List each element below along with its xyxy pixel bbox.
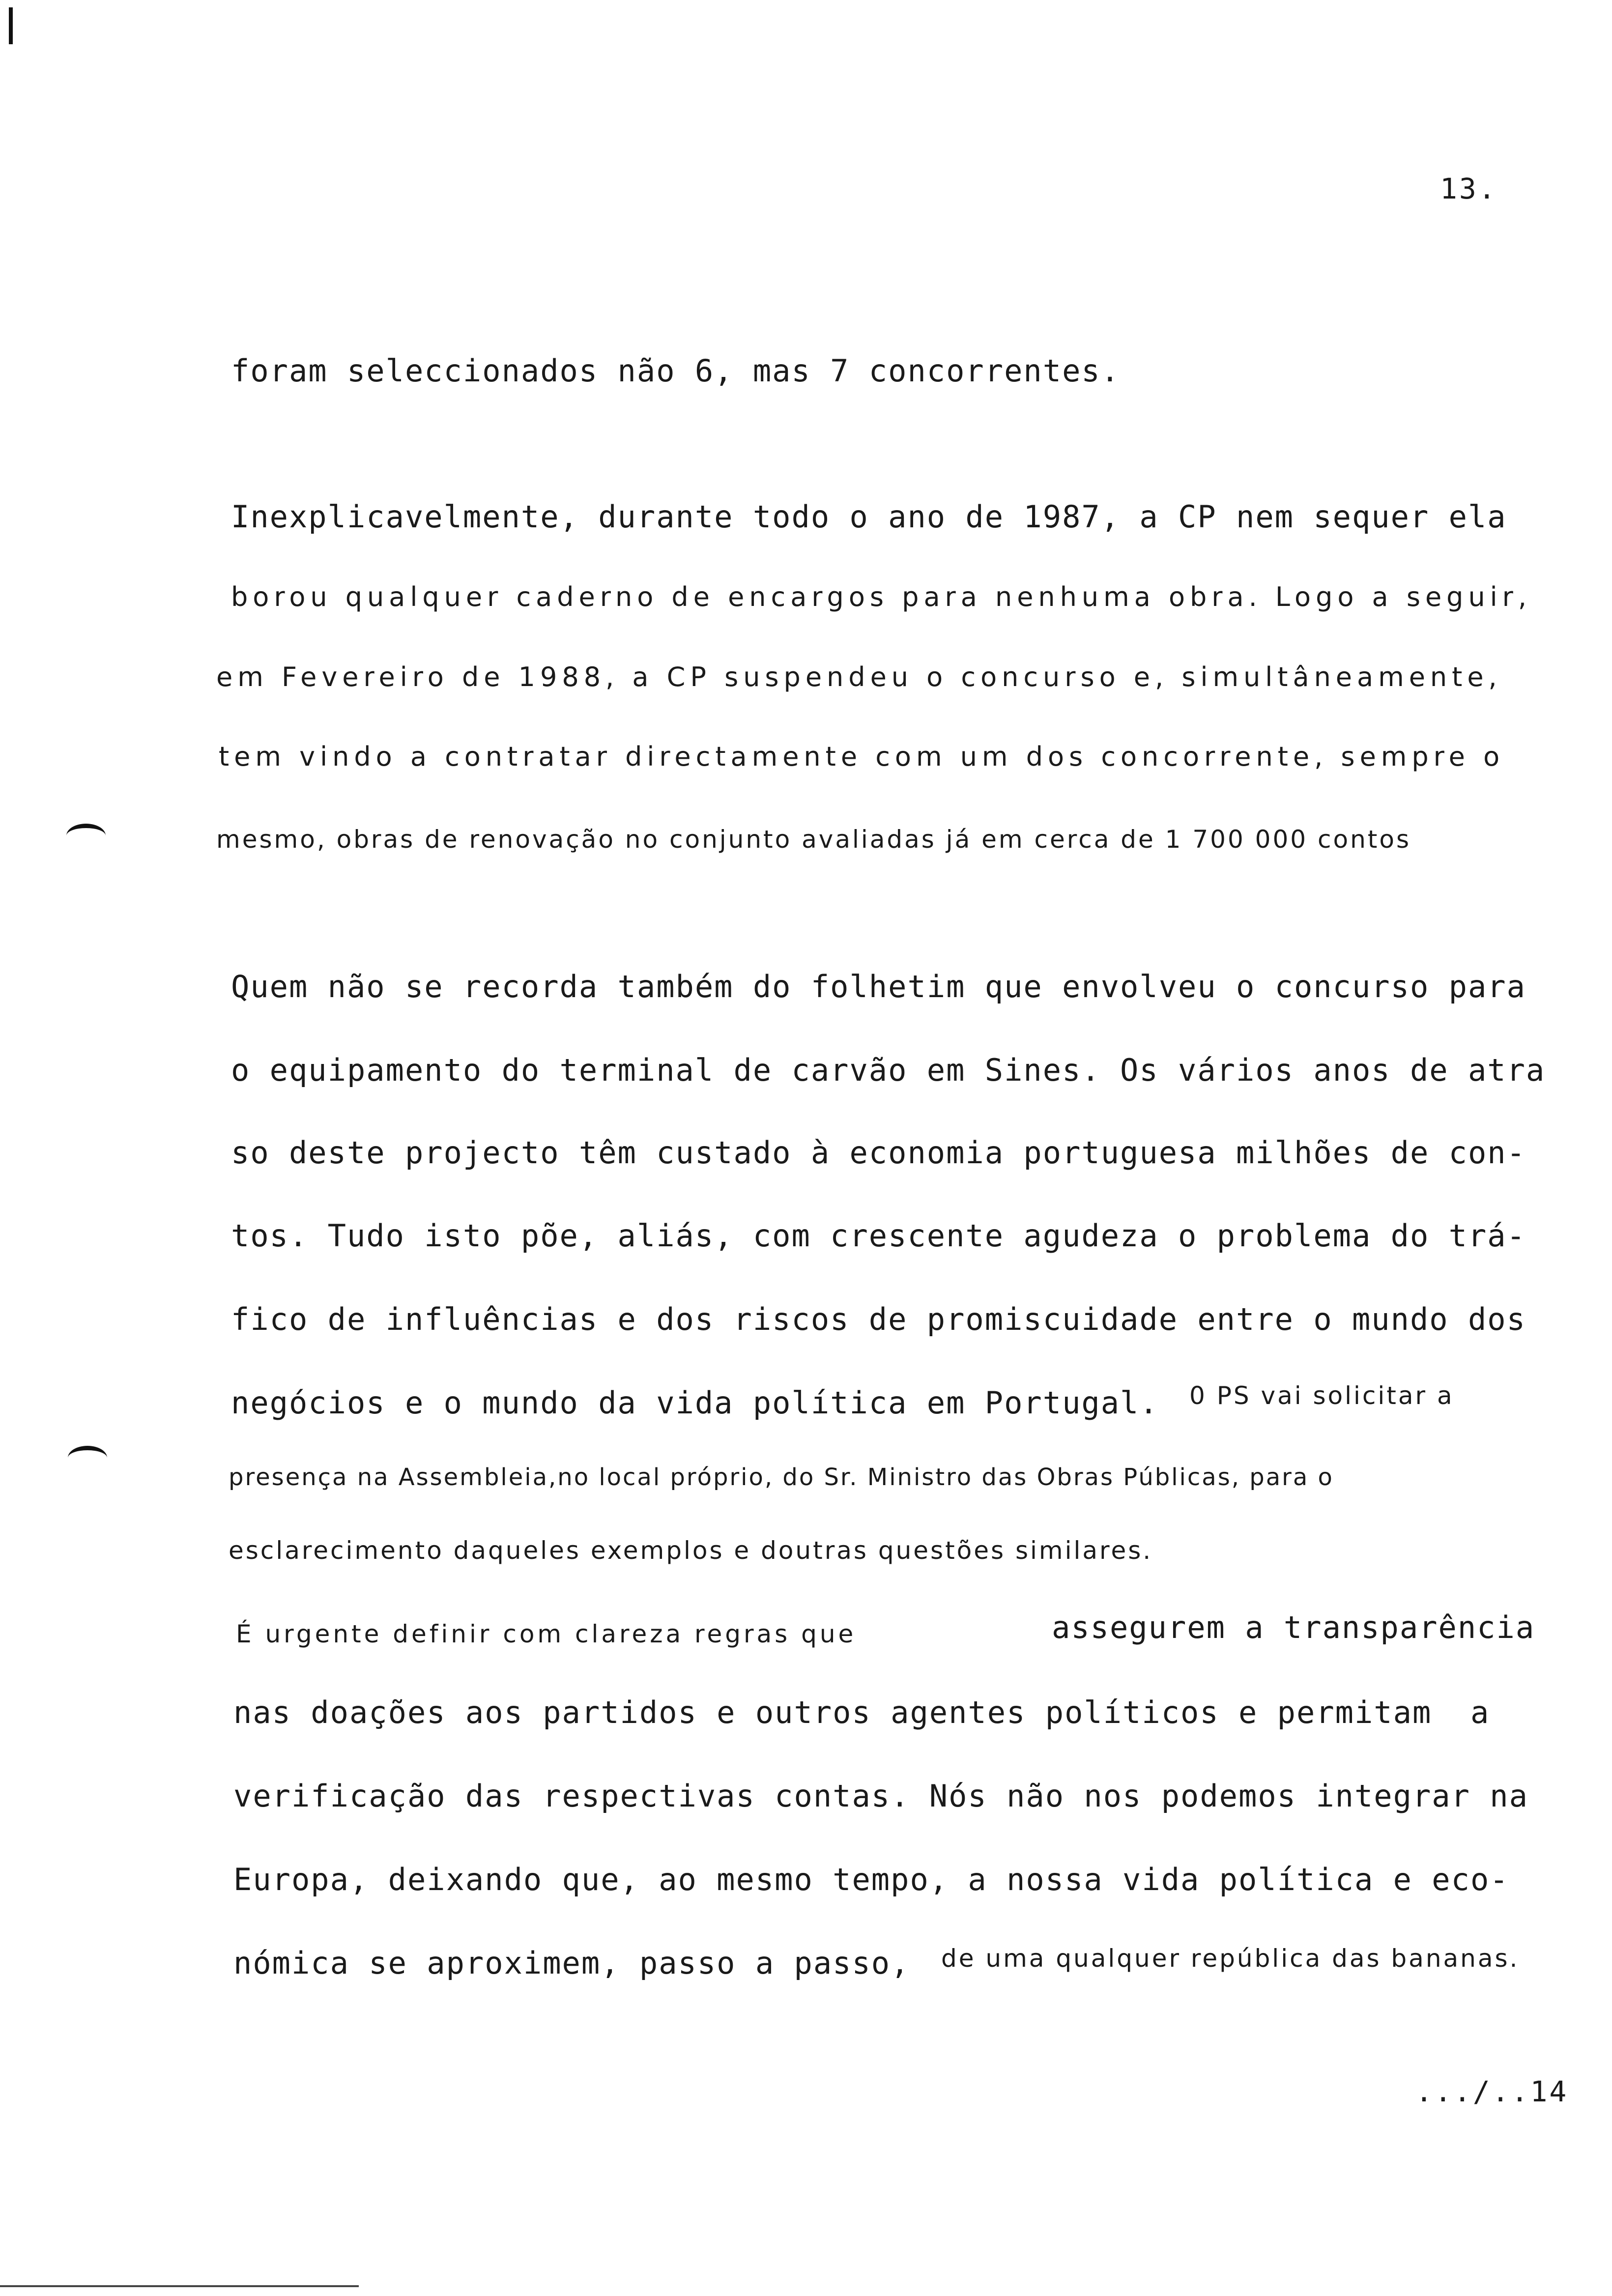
text-line: nómica se aproximem, passo a passo, — [233, 1945, 910, 1981]
margin-hole-mark-1 — [66, 824, 106, 848]
text-line: o equipamento do terminal de carvão em Sines. Os vários anos de atra — [231, 1052, 1546, 1088]
text-line: Quem não se recorda também do folhetim que envolveu o concurso para — [231, 969, 1526, 1004]
text-line: tem vindo a contratar directamente com um dos concorrente, sempre o — [219, 741, 1505, 772]
text-line: fico de influências e dos riscos de promiscuidade entre o mundo dos — [231, 1301, 1526, 1337]
text-line: Europa, deixando que, ao mesmo tempo, a nossa vida política e eco- — [233, 1862, 1509, 1897]
text-line: de uma qualquer república das bananas. — [941, 1944, 1520, 1973]
text-line: em Fevereiro de 1988, a CP suspendeu o concurso e, simultâneamente, — [216, 661, 1502, 692]
text-line: assegurem a transparência — [1052, 1609, 1535, 1645]
scan-mark-top-left — [9, 7, 13, 44]
text-line: verificação das respectivas contas. Nós não nos podemos integrar na — [233, 1778, 1528, 1814]
text-line: borou qualquer caderno de encargos para nenhuma obra. Logo a seguir, — [231, 581, 1532, 612]
text-line: Inexplicavelmente, durante todo o ano de 1987, a CP nem sequer ela — [231, 499, 1507, 535]
page-number: 13. — [1440, 172, 1497, 205]
text-line: mesmo, obras de renovação no conjunto avaliadas já em cerca de 1 700 000 contos — [216, 825, 1411, 854]
text-line: É urgente definir com clareza regras que — [236, 1620, 857, 1648]
text-line: tos. Tudo isto põe, aliás, com crescente agudeza o problema do trá- — [231, 1218, 1526, 1254]
continuation-marker: .../..14 — [1415, 2075, 1569, 2108]
text-line: presença na Assembleia,no local próprio, do Sr. Ministro das Obras Públicas, para o — [229, 1464, 1334, 1491]
text-line: foram seleccionados não 6, mas 7 concorrentes. — [231, 353, 1121, 389]
text-line: so deste projecto têm custado à economia portuguesa milhões de con- — [231, 1135, 1526, 1171]
bottom-edge-line — [0, 2285, 359, 2287]
text-line: negócios e o mundo da vida política em Portugal. — [231, 1385, 1159, 1421]
text-line: 0 PS vai solicitar a — [1189, 1381, 1454, 1410]
text-line: nas doações aos partidos e outros agentes políticos e permitam a — [233, 1694, 1490, 1730]
margin-hole-mark-2 — [68, 1446, 107, 1470]
text-line: esclarecimento daqueles exemplos e doutras questões similares. — [229, 1536, 1153, 1565]
